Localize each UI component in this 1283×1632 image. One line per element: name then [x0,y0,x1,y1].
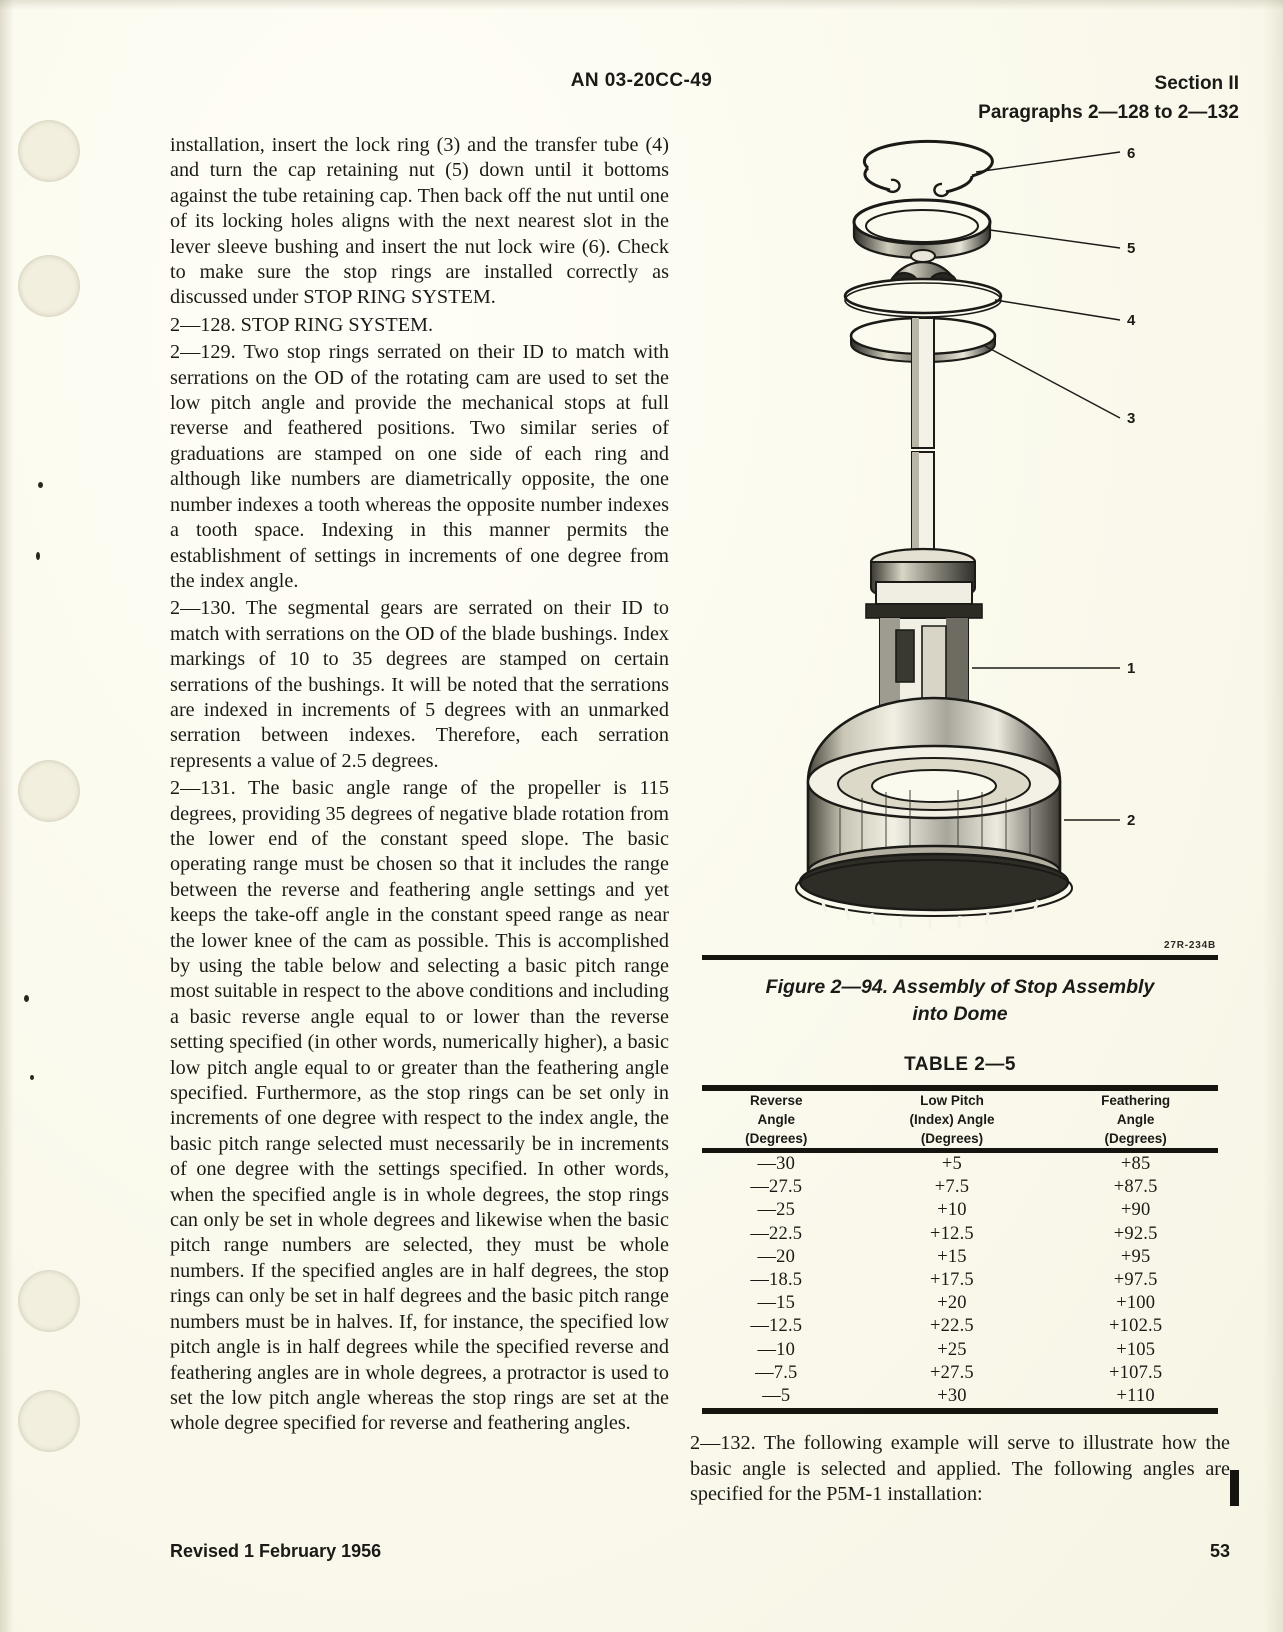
scan-speck [30,1075,34,1080]
callout-6: 6 [1127,145,1136,162]
cell-feathering-angle: +105 [1116,1339,1156,1360]
column-header-line-3: (Degrees) [1104,1131,1167,1146]
column-header-feathering-angle [1053,1091,1218,1148]
page-edge-shadow-top [0,0,1283,10]
cell-low-pitch-angle: +25 [937,1339,967,1360]
table-footer [702,1408,1218,1414]
cell-feathering-angle: +85 [1120,1154,1151,1174]
table-header [702,1085,1218,1153]
page-edge-marker [1230,1470,1239,1506]
table-row [702,1176,1218,1199]
cell-low-pitch-angle: +20 [937,1293,967,1314]
table-row [702,1246,1218,1269]
table-row [702,1223,1218,1246]
cell-reverse-angle: —25 [757,1200,796,1221]
table-rule-row-bottom [702,1408,1218,1414]
table-header-row [702,1091,1218,1148]
cell-low-pitch-angle: +22.5 [930,1316,974,1337]
callout-2: 2 [1127,812,1136,829]
page-footer [170,1541,1230,1562]
paragraph-2-132: 2—132. The following example will serve to illustrate how the basic angle is selected and applied. The following angles are specified for the P5M-1 installation: [690,1432,1230,1506]
cell-feathering-angle: +95 [1120,1246,1151,1267]
column-header-line-3: (Degrees) [745,1131,808,1146]
cell-reverse-angle: —5 [762,1386,791,1407]
table-row [702,1385,1218,1408]
document-number: AN 03-20CC-49 [570,70,713,91]
paragraph-continuation: installation, insert the lock ring (3) and the transfer tube (4) and turn the cap retaining nut (5) down until it bottoms against the tube retaining cap. Then back off the nut until one of its locking holes aligns with the next nearest slot in the lever sleeve bushing and insert the nut lock wire (6). Check to make sure the stop rings are installed correctly as discussed under STOP RING SYSTEM. [170,134,669,309]
column-header-line-2: Angle [1116,1112,1155,1127]
punch-hole [18,760,80,822]
column-header-low-pitch-index-angle [851,1091,1054,1148]
paragraph-2-130: 2—130. The segmental gears are serrated on their ID to match with serrations on the OD of the blade bushings. Index markings of 10 to 35 degrees are stamped on certain serrations of the bushings. It will be noted that the serrations are indexed in increments of 5 degrees with an unmarked serration between indexes. Therefore, each serration represents a value of 2.5 degrees. [170,597,669,772]
scan-speck [24,995,29,1002]
cell-feathering-angle: +100 [1116,1293,1156,1314]
callout-1: 1 [1127,660,1136,677]
column-header-line-3: (Degrees) [920,1131,984,1146]
cell-low-pitch-angle: +5 [941,1154,962,1174]
cell-feathering-angle: +92.5 [1113,1223,1158,1244]
stop-assembly-exploded-drawing [690,130,1230,950]
table-row [702,1292,1218,1315]
figure-caption-line-2: into Dome [912,1003,1008,1025]
column-header-reverse-angle [702,1091,851,1148]
scan-speck [36,552,40,560]
figure-plate-code: 27R-234B [1164,940,1216,951]
cell-low-pitch-angle: +15 [937,1246,967,1267]
cell-low-pitch-angle: +7.5 [934,1177,970,1198]
scan-speck [38,482,43,488]
cell-low-pitch-angle: +12.5 [930,1223,974,1244]
paragraph-2-128-heading: 2—128. STOP RING SYSTEM. [170,313,434,336]
paragraph-2-129: 2—129. Two stop rings serrated on their ID to match with serrations on the OD of the rotating cam are used to set the low pitch angle and provide the mechanical stops at full reverse and feathered positions. Two similar series of graduations are stamped on one side of each ring and although like numbers are diametrically opposite, the one number indexes a tooth whereas the opposite number indexes a tooth space. Indexing in this manner permits the establishment of settings in increments of one degree from the index angle. [170,341,669,592]
page-number: 53 [1209,1541,1230,1561]
column-header-line-1: Feathering [1101,1093,1171,1108]
punch-hole [18,1390,80,1452]
cell-reverse-angle: —12.5 [750,1316,803,1337]
section-label: Section II [1154,73,1239,94]
cell-low-pitch-angle: +30 [937,1386,967,1407]
table-bottom-rule [702,1408,1218,1414]
cell-feathering-angle: +110 [1116,1386,1155,1407]
cell-reverse-angle: —18.5 [750,1270,803,1291]
punch-hole [18,120,80,182]
figure-2-94-illustration [690,130,1230,960]
figure-caption-line-1: Figure 2—94. Assembly of Stop Assembly [765,976,1155,998]
cell-reverse-angle: —7.5 [755,1362,798,1383]
punch-hole [18,1270,80,1332]
table-row [702,1199,1218,1222]
cell-reverse-angle: —10 [757,1339,796,1360]
paragraph-range-label: Paragraphs 2—128 to 2—132 [978,101,1239,123]
table-body [702,1153,1218,1408]
column-header-line-1: Low Pitch [920,1093,984,1108]
header-right-block [978,70,1239,127]
revision-date: Revised 1 February 1956 [170,1541,382,1561]
table-row [702,1153,1218,1176]
table-row [702,1315,1218,1338]
punch-hole [18,255,80,317]
cell-feathering-angle: +102.5 [1109,1316,1163,1337]
cell-reverse-angle: —20 [757,1246,796,1267]
cell-feathering-angle: +97.5 [1113,1270,1158,1291]
cell-reverse-angle: —30 [757,1154,796,1174]
column-header-line-2: (Index) Angle [909,1112,995,1127]
table-row [702,1362,1218,1385]
figure-bottom-rule [702,955,1218,960]
callout-5: 5 [1127,240,1136,257]
table-row [702,1339,1218,1362]
page-edge-shadow-left [0,0,14,1632]
table-row [702,1269,1218,1292]
cell-low-pitch-angle: +27.5 [930,1362,974,1383]
right-column [690,130,1230,1528]
column-header-line-1: Reverse [750,1093,803,1108]
column-header-line-2: Angle [757,1112,796,1127]
paragraph-2-131: 2—131. The basic angle range of the propeller is 115 degrees, providing 35 degrees of negative blade rotation from the lower end of the constant speed slope. The basic operating range must be chosen so that it includes the range between the reverse and feathering angle settings and yet keeps the take-off angle in the constant speed range as near the lower knee of the cam as possible. This is accomplished by using the table below and selecting a basic pitch range most suitable in respect to the above conditions and including a basic reverse angle equal to or lower than the reverse setting specified (in other words, numerically higher), a basic low pitch angle equal to or greater than the feathering angle specified. Furthermore, as the stop rings can be set only in increments of one degree with respect to the index angle, the basic pitch range selected must necessarily be in increments of one degree with the settings specified. In other words, when the specified angle is in whole degrees, the stop rings can only be set in whole degrees and likewise when the basic pitch range numbers are selected, they must be whole numbers. If the specified angles are in half degrees, the stop rings can only be set in half degrees and the basic pitch range numbers must be in halves. If, for instance, the specified low pitch angle is in half degrees while the specified reverse and feathering angles are in whole degrees, a protractor is used to set the low pitch angle whereas the stop rings are set at the whole degree specified for reverse and feathering angles. [170,777,669,1435]
table-2-5 [702,1085,1218,1414]
cell-feathering-angle: +107.5 [1109,1362,1163,1383]
cell-reverse-angle: —27.5 [750,1177,803,1198]
callout-4: 4 [1127,312,1136,329]
cell-reverse-angle: —22.5 [750,1223,803,1244]
body-text-column-left [170,133,669,1437]
table-title: TABLE 2—5 [904,1054,1016,1075]
cell-feathering-angle: +87.5 [1113,1177,1158,1198]
cell-feathering-angle: +90 [1120,1200,1151,1221]
cell-reverse-angle: —15 [757,1293,796,1314]
figure-caption [690,974,1230,1028]
callout-3: 3 [1127,410,1136,427]
cell-low-pitch-angle: +10 [937,1200,967,1221]
page-edge-shadow-right [1263,0,1283,1632]
cell-low-pitch-angle: +17.5 [930,1270,974,1291]
